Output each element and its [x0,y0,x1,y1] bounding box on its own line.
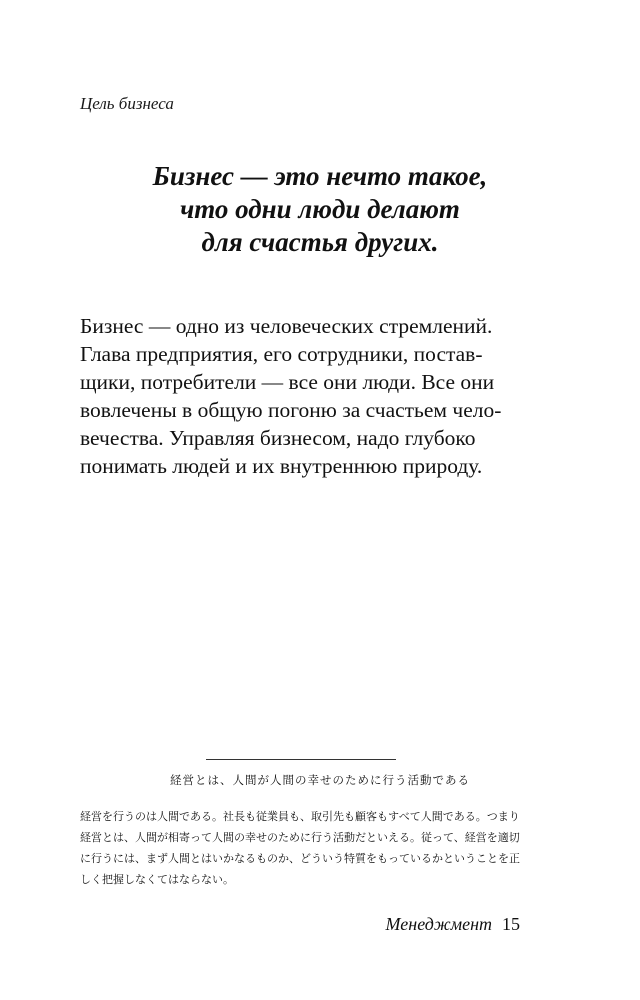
headline-line: Бизнес — это нечто такое, [152,161,488,191]
headline-line: для счастья других. [201,227,439,257]
japanese-line: しく把握しなくてはならない。 [80,873,234,886]
body-line: щики, потребители — все они люди. Все они [80,370,495,394]
japanese-paragraph [80,806,560,890]
book-title: Менеджмент [385,914,492,934]
page-footer [386,914,520,935]
headline [80,160,560,259]
japanese-title: 経営とは、人間が人間の幸せのために行う活動である [170,773,470,787]
japanese-line: に行うには、まず人間とはいかなるものか、どういう特質をもっているかということを正 [80,852,520,865]
section-label: Цель бизнеса [80,94,174,113]
section-divider [206,759,396,760]
body-line: вовлечены в общую погоню за счастьем чело- [80,398,502,422]
body-line: Глава предприятия, его сотрудники, постав- [80,342,483,366]
body-line: вечества. Управляя бизнесом, надо глубоко [80,426,476,450]
japanese-line: 経営を行うのは人間である。社長も従業員も、取引先も顧客もすべて人間である。つまり [80,810,520,823]
body-line: Бизнес — одно из человеческих стремлений. [80,314,493,338]
headline-line: что одни люди делают [180,194,460,224]
page-number: 15 [502,914,520,934]
body-line: понимать людей и их внутреннюю природу. [80,454,483,478]
body-paragraph [80,312,540,480]
japanese-line: 経営とは、人間が相寄って人間の幸せのために行う活動だといえる。従って、経営を適切 [80,831,520,844]
